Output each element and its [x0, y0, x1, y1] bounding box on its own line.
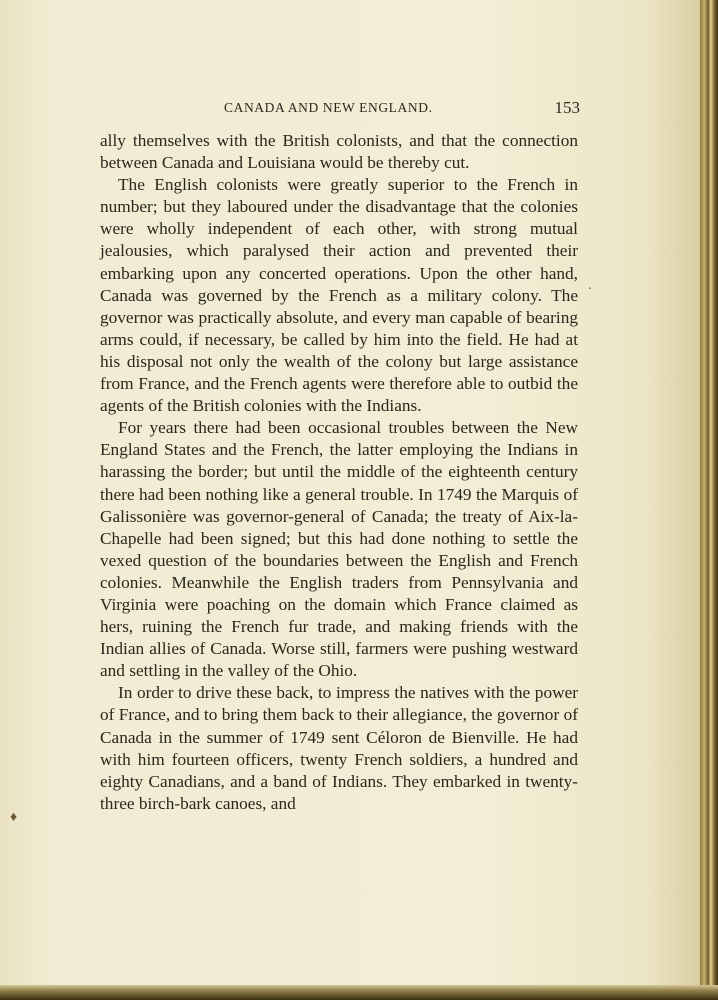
paragraph: In order to drive these back, to impress the natives with the power of France, and to bring them back to their allegiance, the governor of Canada in the summer of 1749 sent Céloron de Bienville. He had with him fourteen officers, twenty French soldiers, a hundred and eighty Canadians, and a band of Indians. They embarked in twenty-three birch-bark canoes, and — [100, 683, 578, 813]
page-header — [100, 100, 580, 122]
paragraph-continued: ally themselves with the British colonists, and that the connection between Canada and Louisiana would be thereby cut. — [100, 131, 578, 173]
page-edge-right — [700, 0, 718, 1000]
body-text — [100, 130, 578, 815]
page-number: 153 — [554, 98, 580, 117]
margin-mark-bullet: ♦ — [10, 810, 18, 825]
margin-mark: . — [588, 278, 592, 293]
paragraph: The English colonists were greatly superior to the French in number; but they laboured under the disadvantage that the colonies were wholly independent of each other, with strong mutual jealousies, which paralysed their action and prevented their embarking upon any concerted operations. Upon the other hand, Canada was governed by the French as a military colony. The governor was practically absolute, and every man capable of bearing arms could, if necessary, be called by him into the field. He had at his disposal not only the wealth of the colony but large assistance from France, and the French agents were therefore able to outbid the agents of the British colonies with the Indians. — [100, 175, 578, 416]
page-edge-bottom — [0, 985, 718, 1000]
running-head: CANADA AND NEW ENGLAND. — [224, 100, 433, 115]
paragraph: For years there had been occasional troubles between the New England States and the French, the latter employing the Indians in harassing the border; but until the middle of the eighteenth century there had been nothing like a general trouble. In 1749 the Marquis of Galissonière was governor-general of Canada; the treaty of Aix-la-Chapelle had been signed; but this had done nothing to settle the vexed question of the boundaries between the English and French colonies. Meanwhile the English traders from Pennsylvania and Virginia were poaching on the domain which France claimed as hers, ruining the French fur trade, and making friends with the Indian allies of Canada. Worse still, farmers were pushing westward and settling in the valley of the Ohio. — [100, 418, 578, 681]
